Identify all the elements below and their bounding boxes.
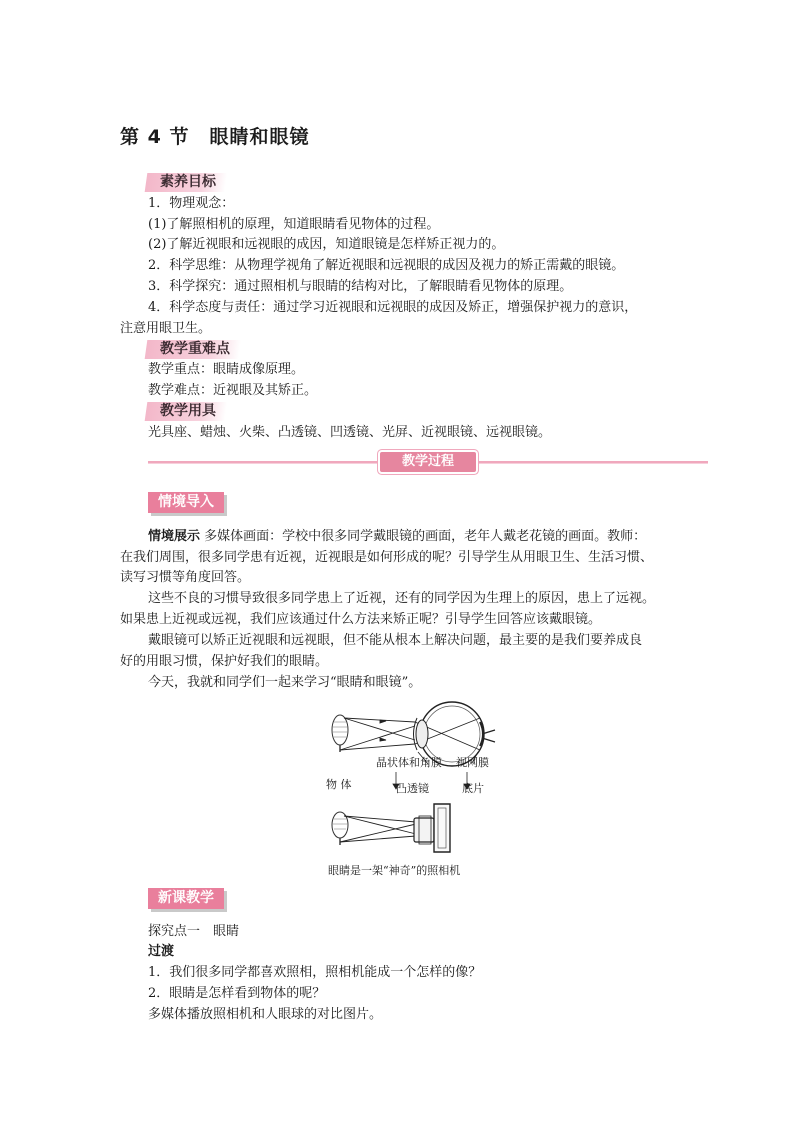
lesson-line: 多媒体播放照相机和人眼球的对比图片。 — [148, 1007, 383, 1022]
label-film: 底片 — [462, 782, 484, 795]
intro-line: 读写习惯等角度回答。 — [120, 570, 251, 585]
goal-line: (2)了解近视眼和远视眼的成因，知道眼镜是怎样矫正视力的。 — [148, 237, 505, 252]
intro-line: 戴眼镜可以矫正近视眼和远视眼，但不能从根本上解决问题，最主要的是我们要养成良 — [148, 633, 643, 648]
label-convex: 凸透镜 — [396, 782, 429, 795]
label-lens: 晶状体和角膜 — [376, 756, 442, 769]
tools-line: 光具座、蜡烛、火柴、凸透镜、凹透镜、光屏、近视眼镜、远视眼镜。 — [148, 425, 552, 440]
camera-icon — [340, 804, 450, 852]
intro-line: 这些不良的习惯导致很多同学患上了近视，还有的同学因为生理上的原因，患上了远视。 — [148, 591, 656, 606]
goal-line: 2．科学思维：从物理学视角了解近视眼和远视眼的成因及视力的矫正需戴的眼镜。 — [148, 258, 625, 273]
tree-icon — [332, 715, 348, 752]
intro-tag: 情境导入 — [148, 492, 224, 513]
lesson-line: 探究点一 眼睛 — [148, 924, 240, 939]
process-label: 教学过程 — [380, 452, 476, 472]
intro-line: 今天，我就和同学们一起来学习“眼睛和眼镜”。 — [148, 675, 422, 690]
goal-line: 1．物理观念： — [148, 196, 235, 211]
goal-line: 注意用眼卫生。 — [120, 321, 212, 336]
difficulty-line: 教学难点：近视眼及其矫正。 — [148, 383, 318, 398]
light-rays — [340, 718, 480, 750]
new-lesson-tag: 新课教学 — [148, 888, 224, 909]
lesson-line: 2．眼睛是怎样看到物体的呢？ — [148, 986, 326, 1001]
tools-tag: 教学用具 — [145, 402, 228, 421]
intro-line: 如果患上近视或远视，我们应该通过什么方法来矫正呢？引导学生回答应该戴眼镜。 — [120, 612, 602, 627]
difficulty-line: 教学重点：眼睛成像原理。 — [148, 362, 305, 377]
page-title: 第 4 节 眼睛和眼镜 — [120, 126, 310, 148]
intro-line: 在我们周围，很多同学患有近视，近视眼是如何形成的呢？引导学生从用眼卫生、生活习惯、 — [120, 550, 654, 565]
lesson-line: 过渡 — [148, 944, 175, 959]
goals-tag: 素养目标 — [145, 173, 228, 192]
goal-line: 3．科学探究：通过照相机与眼睛的结构对比，了解眼睛看见物体的原理。 — [148, 279, 573, 294]
goal-line: 4．科学态度与责任：通过学习近视眼和远视眼的成因及矫正，增强保护视力的意识， — [148, 300, 638, 315]
intro-bold-label: 情境展示 — [148, 529, 201, 544]
label-object: 物 体 — [326, 778, 352, 791]
tree-icon — [332, 812, 348, 845]
lesson-line: 1．我们很多同学都喜欢照相，照相机能成一个怎样的像？ — [148, 965, 482, 980]
intro-text: 多媒体画面：学校中很多同学戴眼镜的画面，老年人戴老花镜的画面。教师： — [200, 529, 647, 544]
intro-line: 好的用眼习惯，保护好我们的眼睛。 — [120, 654, 329, 669]
goal-line: (1)了解照相机的原理，知道眼睛看见物体的过程。 — [148, 217, 440, 232]
figure-caption: 眼睛是一架“神奇”的照相机 — [328, 864, 461, 877]
difficulty-tag: 教学重难点 — [145, 340, 242, 359]
process-divider — [148, 452, 708, 474]
intro-line — [148, 527, 646, 547]
label-retina: 视网膜 — [456, 756, 489, 769]
